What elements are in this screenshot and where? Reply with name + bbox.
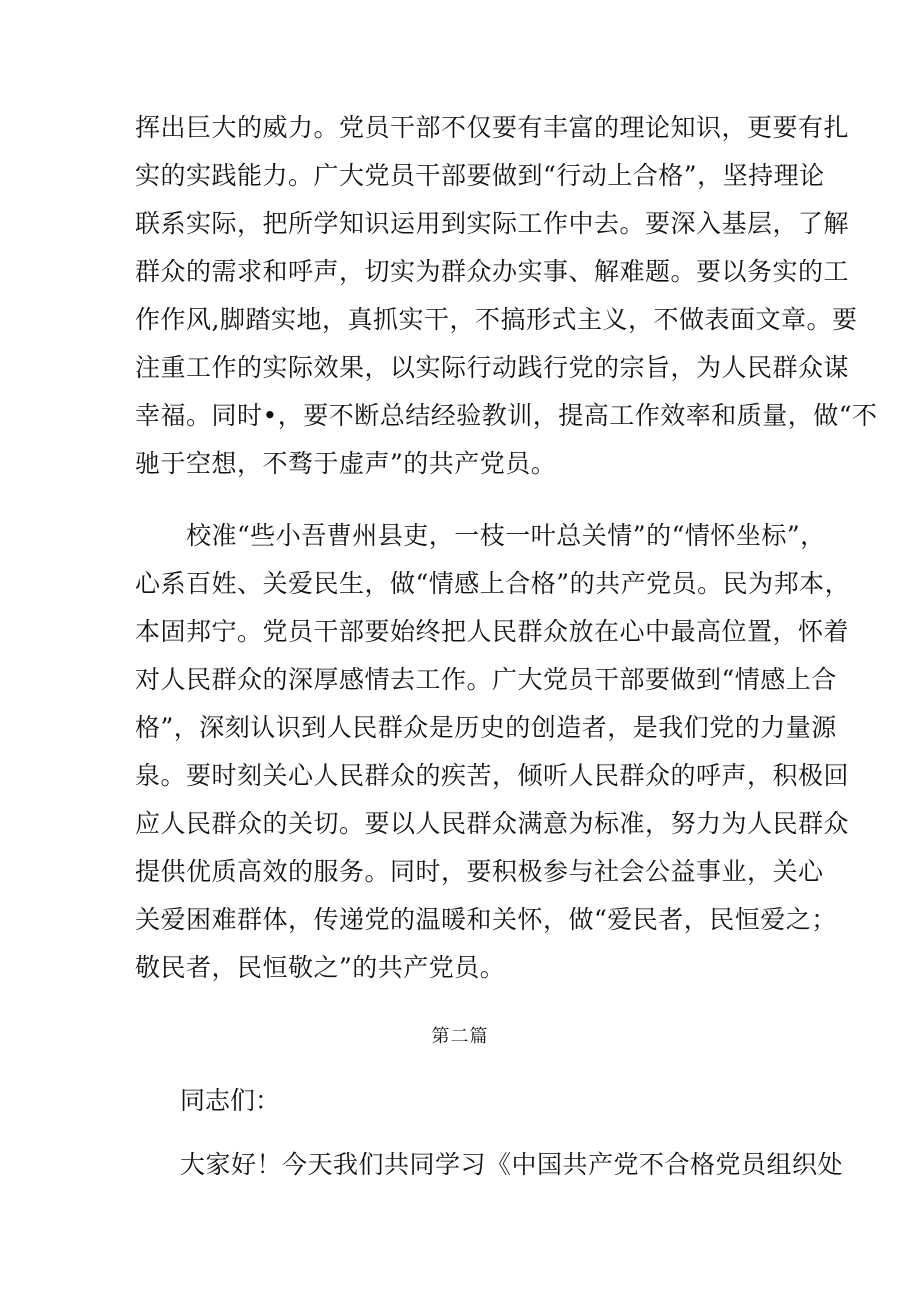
paragraph-line: 注重工作的实际效果，以实际行动践行党的宗旨，为人民群众谋	[135, 353, 850, 382]
paragraph-line: 泉。要时刻关心人民群众的疾苦，倾听人民群众的呼声，积极回	[135, 761, 850, 790]
paragraph-line: 幸福。同时•，要不断总结经验教训，提高工作效率和质量，做“不	[135, 401, 878, 430]
opening-line: 大家好！今天我们共同学习《中国共产党不合格党员组织处	[180, 1150, 844, 1179]
paragraph-line: 对人民群众的深厚感情去工作。广大党员干部要做到“情感上合	[135, 665, 837, 694]
paragraph-line: 实的实践能力。广大党员干部要做到“行动上合格”，坚持理论	[135, 161, 825, 190]
section-heading: 第二篇	[431, 1026, 489, 1047]
paragraph-action	[135, 104, 878, 488]
paragraph-line: 关爱困难群体，传递党的温暖和关怀，做“爱民者，民恒爱之；	[135, 905, 837, 934]
paragraph-line: 心系百姓、关爱民生，做“情感上合格”的共产党员。民为邦本，	[135, 569, 851, 598]
paragraph-line: 作作风,脚踏实地，真抓实干，不搞形式主义，不做表面文章。要	[135, 305, 858, 334]
paragraph-line: 格”，深刻认识到人民群众是历史的创造者，是我们党的力量源	[135, 713, 837, 742]
paragraph-line: 敬民者，民恒敬之”的共产党员。	[135, 953, 506, 982]
paragraph-line: 本固邦宁。党员干部要始终把人民群众放在心中最高位置，怀着	[135, 617, 850, 646]
paragraph-line: 联系实际，把所学知识运用到实际工作中去。要深入基层，了解	[135, 209, 850, 238]
paragraph-line: 群众的需求和呼声，切实为群众办实事、解难题。要以务实的工	[135, 257, 850, 286]
paragraph-line: 校准“些小吾曹州县吏，一枝一叶总关情”的“情怀坐标”，	[135, 521, 826, 550]
salutation: 同志们：	[180, 1086, 281, 1115]
paragraph-line: 挥出巨大的威力。党员干部不仅要有丰富的理论知识，更要有扎	[135, 113, 850, 142]
paragraph-line: 驰于空想，不骛于虚声”的共产党员。	[135, 449, 557, 478]
paragraph-line: 提供优质高效的服务。同时，要积极参与社会公益事业，关心	[135, 857, 824, 886]
paragraph-emotion	[135, 512, 851, 992]
paragraph-line: 应人民群众的关切。要以人民群众满意为标准，努力为人民群众	[135, 809, 850, 838]
